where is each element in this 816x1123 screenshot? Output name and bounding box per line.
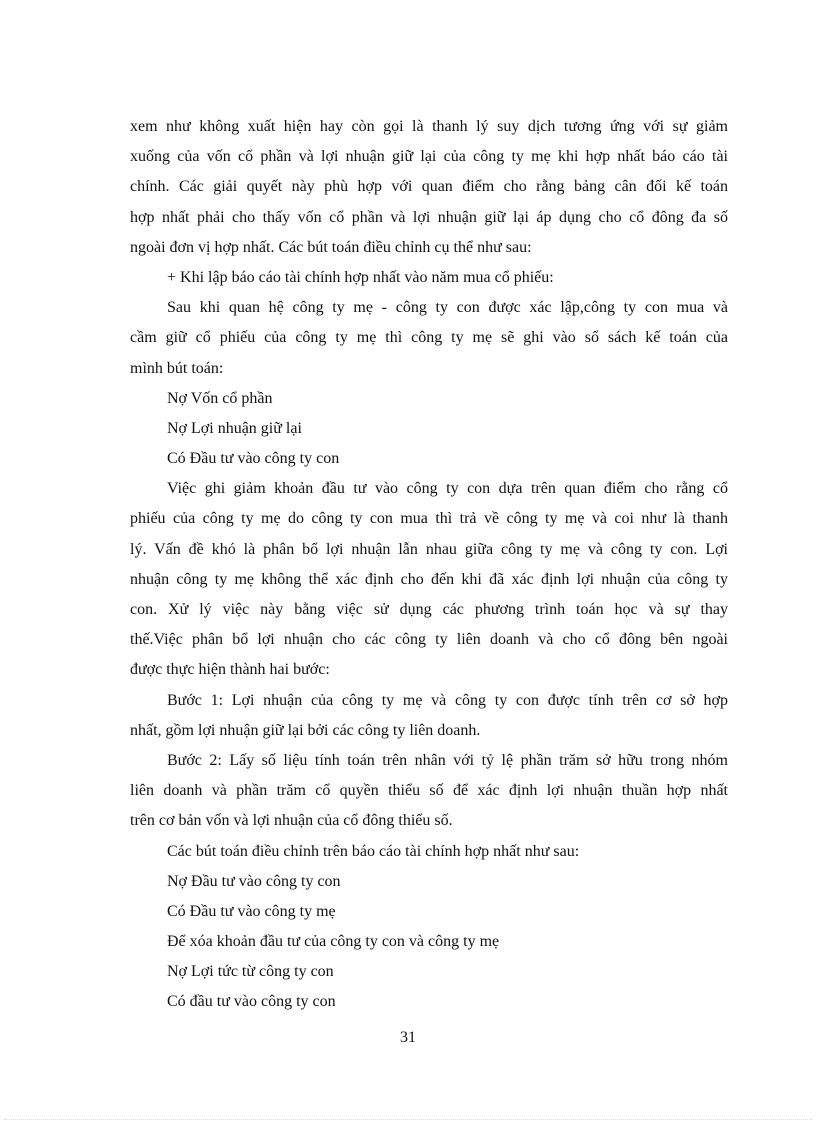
text-line: lý. Vấn đề khó là phân bổ lợi nhuận lẫn nhau giữa công ty mẹ và công ty con. Lợi — [130, 540, 728, 558]
text-line: Nợ Lợi tức từ công ty con — [167, 963, 334, 981]
text-line: liên doanh và phần trăm cổ quyền thiểu số để xác định lợi nhuận thuần hợp nhất — [130, 782, 728, 800]
text-line: phiếu của công ty mẹ do công ty con mua thì trả về công ty mẹ và coi như là thanh — [130, 510, 728, 528]
text-line: Nợ Vốn cổ phần — [167, 389, 273, 407]
page-number: 31 — [400, 1029, 416, 1046]
text-line: được thực hiện thành hai bước: — [130, 661, 330, 679]
text-line: Có Đầu tư vào công ty mẹ — [167, 902, 336, 920]
text-line: Sau khi quan hệ công ty mẹ - công ty con được xác lập,công ty con mua và — [167, 299, 728, 317]
text-line: xuống của vốn cổ phần và lợi nhuận giữ lại của công ty mẹ khi hợp nhất báo cáo tài — [130, 148, 728, 166]
text-line: nhuận công ty mẹ không thể xác định cho đến khi đã xác định lợi nhuận của công ty — [130, 570, 728, 588]
text-line: Bước 1: Lợi nhuận của công ty mẹ và công ty con được tính trên cơ sở hợp — [167, 691, 728, 709]
page-bottom-divider — [4, 1119, 812, 1120]
text-line: nhất, gồm lợi nhuận giữ lại bởi các công ty liên doanh. — [130, 721, 481, 739]
text-line: Để xóa khoản đầu tư của công ty con và công ty mẹ — [167, 933, 500, 951]
text-line: hợp nhất phải cho thấy vốn cổ phần và lợi nhuận giữ lại áp dụng cho cổ đông đa số — [130, 208, 728, 226]
text-line: ngoài đơn vị hợp nhất. Các bút toán điều chỉnh cụ thể như sau: — [130, 238, 532, 256]
text-line: Có Đầu tư vào công ty con — [167, 450, 340, 468]
text-line: Nợ Lợi nhuận giữ lại — [167, 419, 302, 437]
text-line: Bước 2: Lấy số liệu tính toán trên nhân với tỷ lệ phần trăm sở hữu trong nhóm — [167, 751, 728, 769]
text-line: trên cơ bản vốn và lợi nhuận của cổ đông thiểu số. — [130, 812, 453, 830]
text-line: Việc ghi giảm khoản đầu tư vào công ty con dựa trên quan điểm cho rằng cổ — [167, 480, 728, 498]
text-line: chính. Các giải quyết này phù hợp với quan điểm cho rằng bảng cân đối kế toán — [130, 178, 728, 196]
text-line: Có đầu tư vào công ty con — [167, 993, 336, 1011]
text-line: Nợ Đầu tư vào công ty con — [167, 872, 341, 890]
text-line: mình bút toán: — [130, 359, 224, 377]
text-line: + Khi lập báo cáo tài chính hợp nhất vào năm mua cổ phiếu: — [167, 268, 554, 286]
text-line: con. Xử lý việc này bằng việc sử dụng các phương trình toán học và sự thay — [130, 601, 728, 618]
text-line: cầm giữ cổ phiếu của công ty mẹ thì công ty mẹ sẽ ghi vào sổ sách kế toán của — [130, 329, 728, 347]
text-line: thế.Việc phân bổ lợi nhuận cho các công ty liên doanh và cho cổ đông bên ngoài — [130, 631, 728, 649]
text-line: Các bút toán điều chỉnh trên báo cáo tài chính hợp nhất như sau: — [167, 842, 580, 860]
body-text — [130, 112, 728, 1018]
text-line: xem như không xuất hiện hay còn gọi là thanh lý suy dịch tương ứng với sự giảm — [130, 118, 728, 135]
